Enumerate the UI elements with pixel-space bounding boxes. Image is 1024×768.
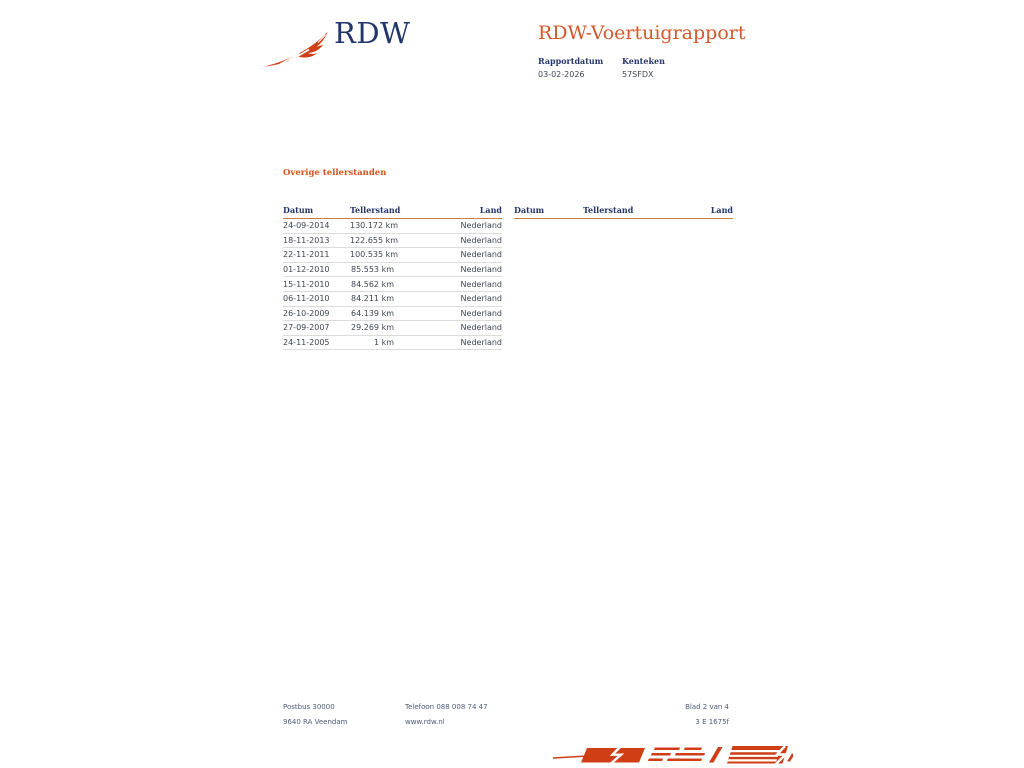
cell-date: 06-11-2010 [283,291,350,306]
cell-date: 27-09-2007 [283,321,350,336]
license-plate-value: 57SFDX [622,70,654,79]
cell-country: Nederland [394,277,502,292]
table-row [283,277,502,292]
rdw-eagle-icon [263,28,330,70]
column-header-datum: Datum [514,205,583,219]
cell-country: Nederland [394,291,502,306]
cell-odometer: 29.269 km [350,321,394,336]
footer-address [283,700,347,729]
cell-odometer: 1 km [350,335,394,350]
cell-country: Nederland [394,335,502,350]
odometer-table-right [514,205,733,219]
cell-date: 15-11-2010 [283,277,350,292]
cell-country: Nederland [394,306,502,321]
cell-country: Nederland [394,248,502,263]
cell-date: 22-11-2011 [283,248,350,263]
cell-date: 24-11-2005 [283,335,350,350]
page-title: RDW-Voertuigrapport [538,22,746,44]
cell-country: Nederland [394,321,502,336]
cell-odometer: 85.553 km [350,262,394,277]
left-table-body [283,219,502,350]
section-title: Overige tellerstanden [283,168,387,178]
report-date-value: 03-02-2026 [538,70,585,79]
footer-form-code: 3 E 1675f [695,717,729,726]
cell-odometer: 122.655 km [350,233,394,248]
table-row [283,248,502,263]
report-date-block [538,56,622,79]
brand-wordmark: RDW [334,16,411,50]
table-row [283,306,502,321]
cell-date: 24-09-2014 [283,219,350,234]
footer-phone: Telefoon 088 008 74 47 [405,703,488,711]
cell-country: Nederland [394,233,502,248]
footer-postbus: Postbus 30000 [283,703,335,711]
cell-date: 18-11-2013 [283,233,350,248]
license-plate-block [622,56,706,79]
license-plate-label: Kenteken [622,56,665,66]
table-row [283,219,502,234]
footer-contact [405,700,488,729]
footer-website: www.rdw.nl [405,717,445,726]
footer-pagination [685,700,729,729]
report-date-label: Rapportdatum [538,56,604,66]
column-header-datum: Datum [283,205,350,219]
table-row [283,335,502,350]
cell-country: Nederland [394,262,502,277]
column-header-land: Land [394,205,502,219]
odometer-table-left [283,205,502,350]
cell-odometer: 84.211 km [350,291,394,306]
table-header [283,205,502,219]
table-row [283,262,502,277]
cell-odometer: 100.535 km [350,248,394,263]
report-meta [538,56,706,79]
footer-city: 9640 RA Veendam [283,717,348,726]
column-header-land: Land [627,205,733,219]
cell-odometer: 64.139 km [350,306,394,321]
cell-odometer: 84.562 km [350,277,394,292]
table-row [283,321,502,336]
cell-date: 26-10-2009 [283,306,350,321]
column-header-tellerstand: Tellerstand [583,205,627,219]
cell-date: 01-12-2010 [283,262,350,277]
speed-lines-graphic [553,744,793,768]
table-row [283,291,502,306]
table-row [283,233,502,248]
cell-country: Nederland [394,219,502,234]
footer-page-number: Blad 2 van 4 [685,703,729,711]
cell-odometer: 130.172 km [350,219,394,234]
table-header [514,205,733,219]
column-header-tellerstand: Tellerstand [350,205,394,219]
